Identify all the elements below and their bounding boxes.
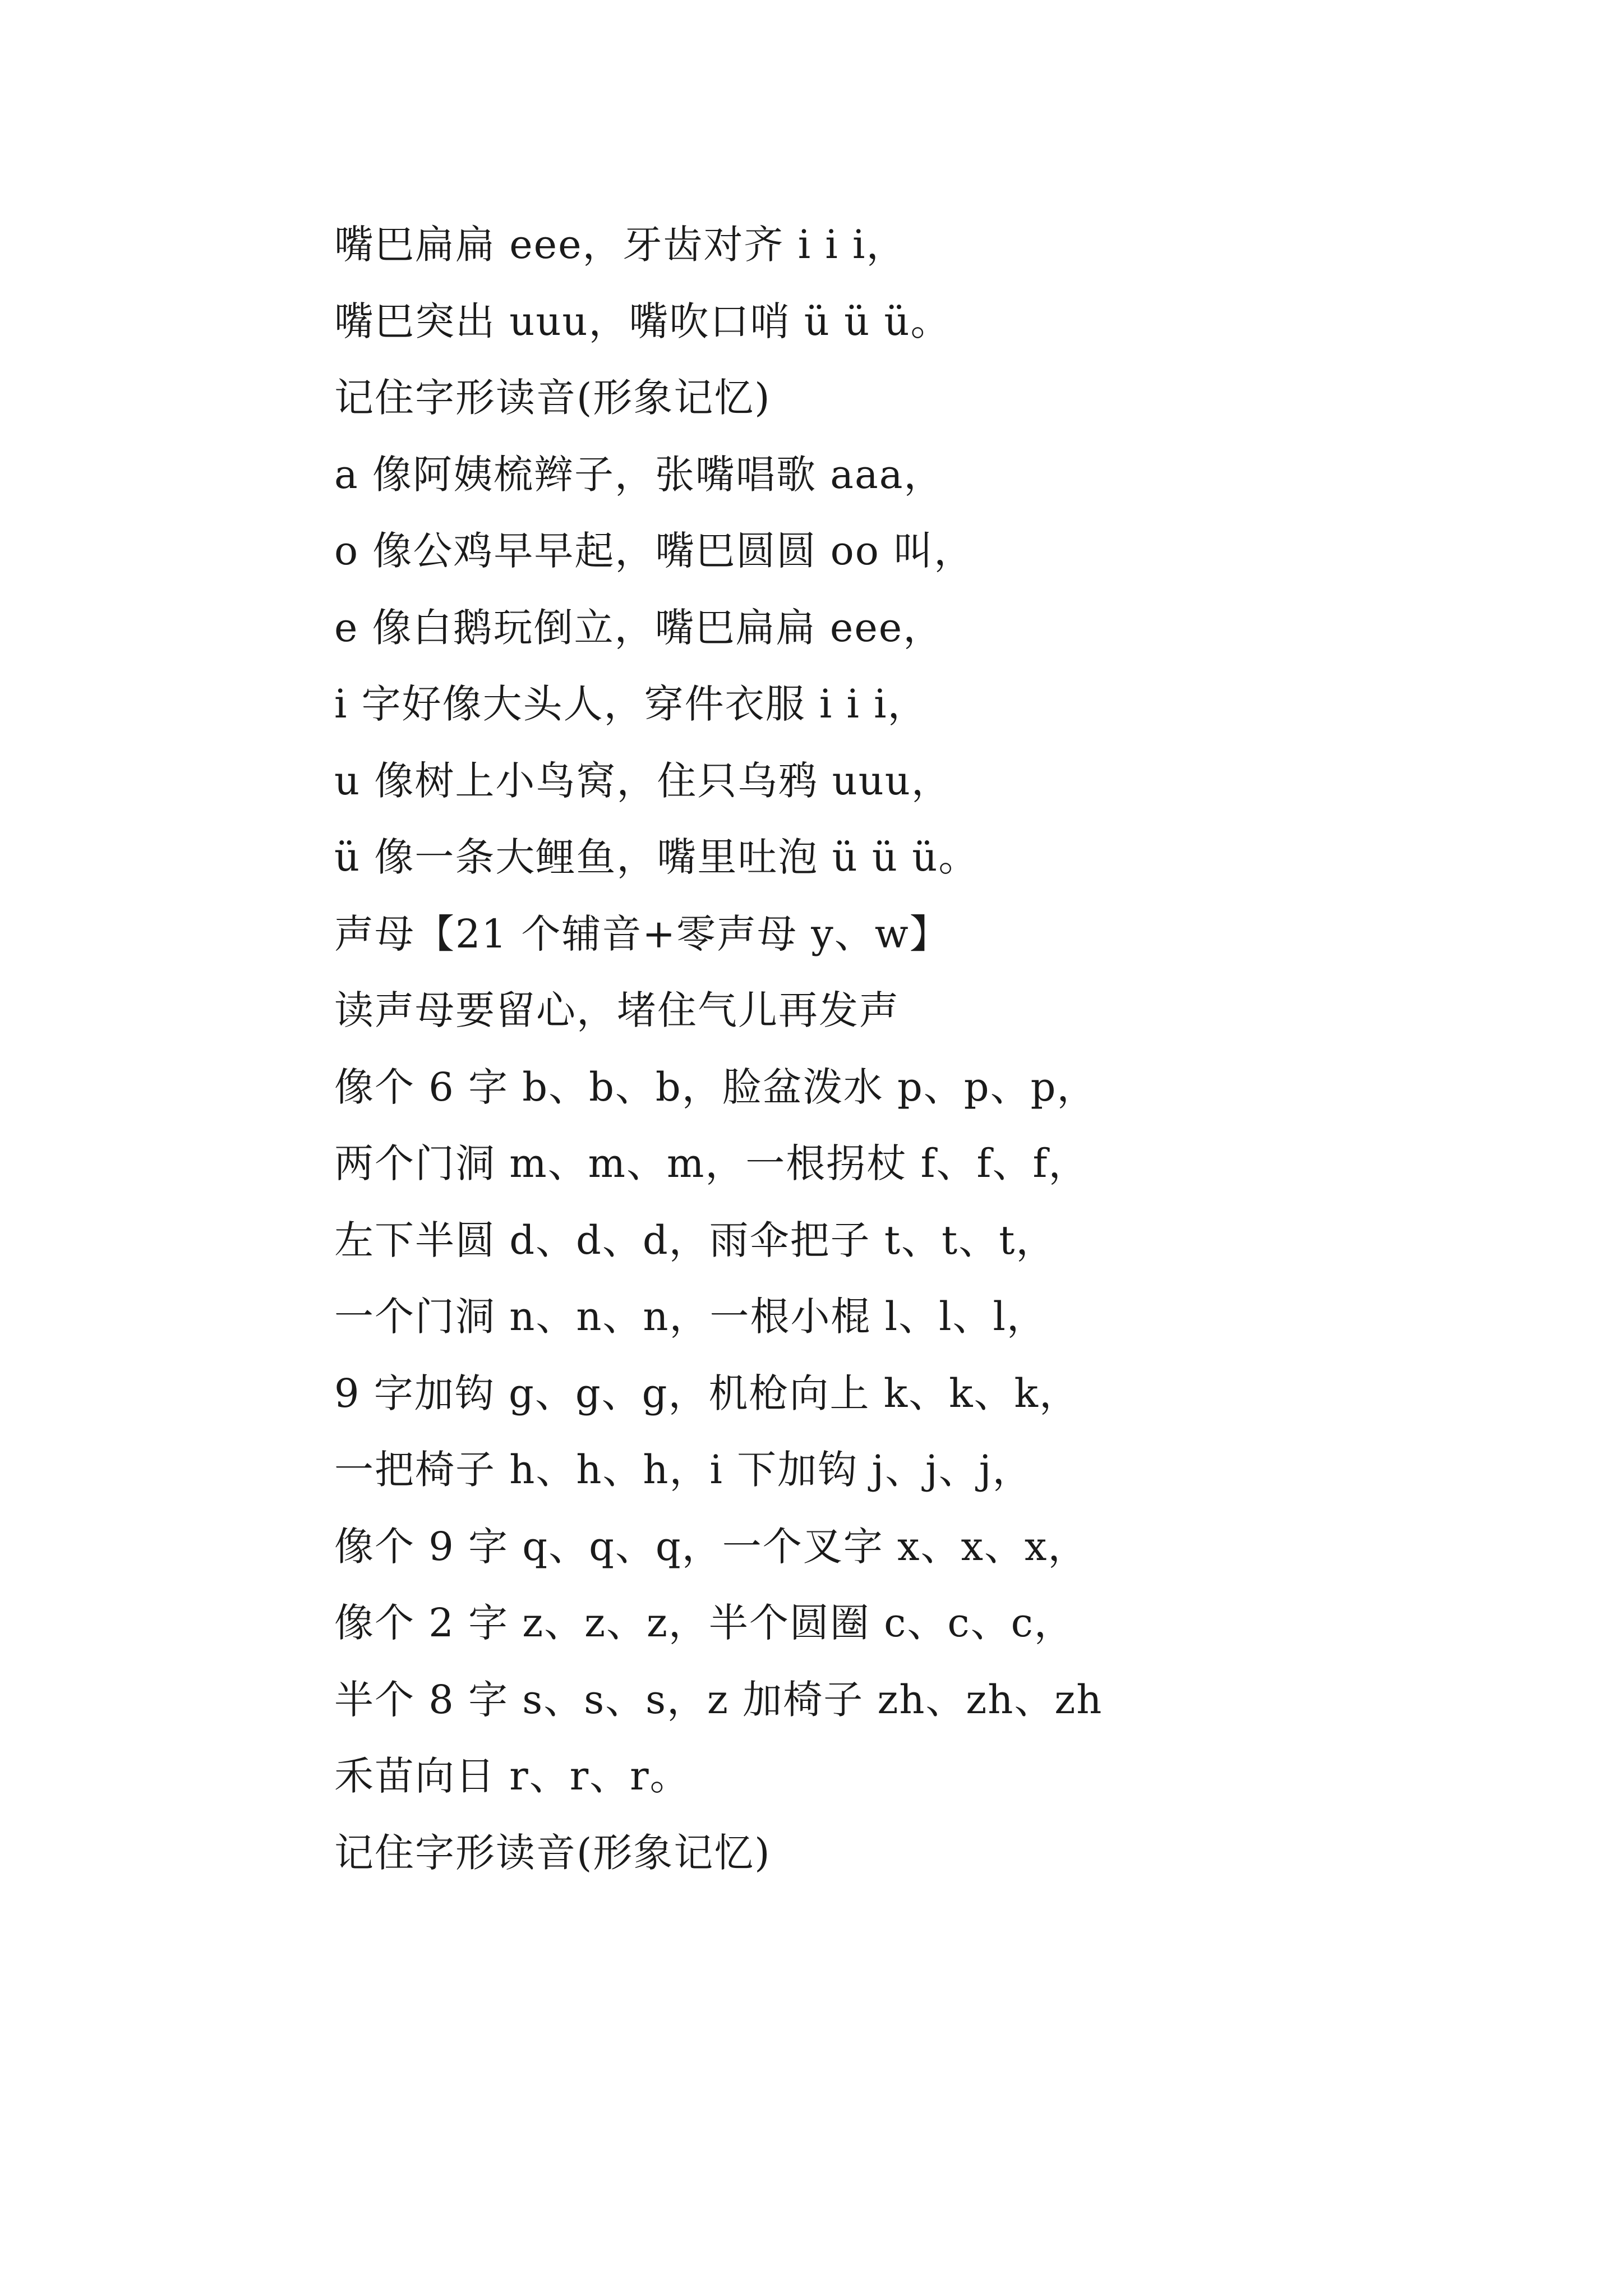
- text-line-21: 禾苗向日 r、r、r。: [334, 1753, 690, 1799]
- section-heading-initial-shapes: 记住字形读音(形象记忆): [334, 1829, 771, 1876]
- text-line-17: 一把椅子 h、h、h，i 下加钩 j、j、j，: [334, 1447, 1033, 1493]
- text-line-12: 像个 6 字 b、b、b，脸盆泼水 p、p、p，: [334, 1064, 1098, 1110]
- text-line-14: 左下半圆 d、d、d，雨伞把子 t、t、t，: [334, 1217, 1057, 1263]
- text-line-5: o 像公鸡早早起，嘴巴圆圆 oo 叫，: [334, 528, 975, 574]
- text-line-16: 9 字加钩 g、g、g，机枪向上 k、k、k，: [334, 1370, 1080, 1416]
- text-line-1: 嘴巴扁扁 eee，牙齿对齐 i i i，: [334, 222, 907, 268]
- text-line-2: 嘴巴突出 uuu，嘴吹口哨 ü ü ü。: [334, 298, 951, 344]
- text-line-19: 像个 2 字 z、z、z，半个圆圈 c、c、c，: [334, 1600, 1075, 1646]
- section-heading-initials: 声母【21 个辅音+零声母 y、w】: [334, 910, 950, 957]
- text-line-7: i 字好像大头人，穿件衣服 i i i，: [334, 681, 928, 727]
- text-line-8: u 像树上小鸟窝，住只乌鸦 uuu，: [334, 757, 952, 804]
- text-line-4: a 像阿姨梳辫子，张嘴唱歌 aaa，: [334, 451, 944, 498]
- poem-text-block: [334, 206, 1512, 1891]
- text-line-20: 半个 8 字 s、s、s，z 加椅子 zh、zh、zh: [334, 1676, 1103, 1723]
- text-line-13: 两个门洞 m、m、m，一根拐杖 f、f、f，: [334, 1140, 1089, 1186]
- text-line-11: 读声母要留心，堵住气儿再发声: [334, 987, 900, 1033]
- text-line-15: 一个门洞 n、n、n，一根小棍 l、l、l，: [334, 1294, 1047, 1340]
- text-line-6: e 像白鹅玩倒立，嘴巴扁扁 eee，: [334, 604, 944, 651]
- text-line-9: ü 像一条大鲤鱼，嘴里吐泡 ü ü ü。: [334, 834, 979, 880]
- section-heading-vowel-shapes: 记住字形读音(形象记忆): [334, 375, 771, 421]
- text-line-18: 像个 9 字 q、q、q，一个叉字 x、x、x，: [334, 1523, 1089, 1570]
